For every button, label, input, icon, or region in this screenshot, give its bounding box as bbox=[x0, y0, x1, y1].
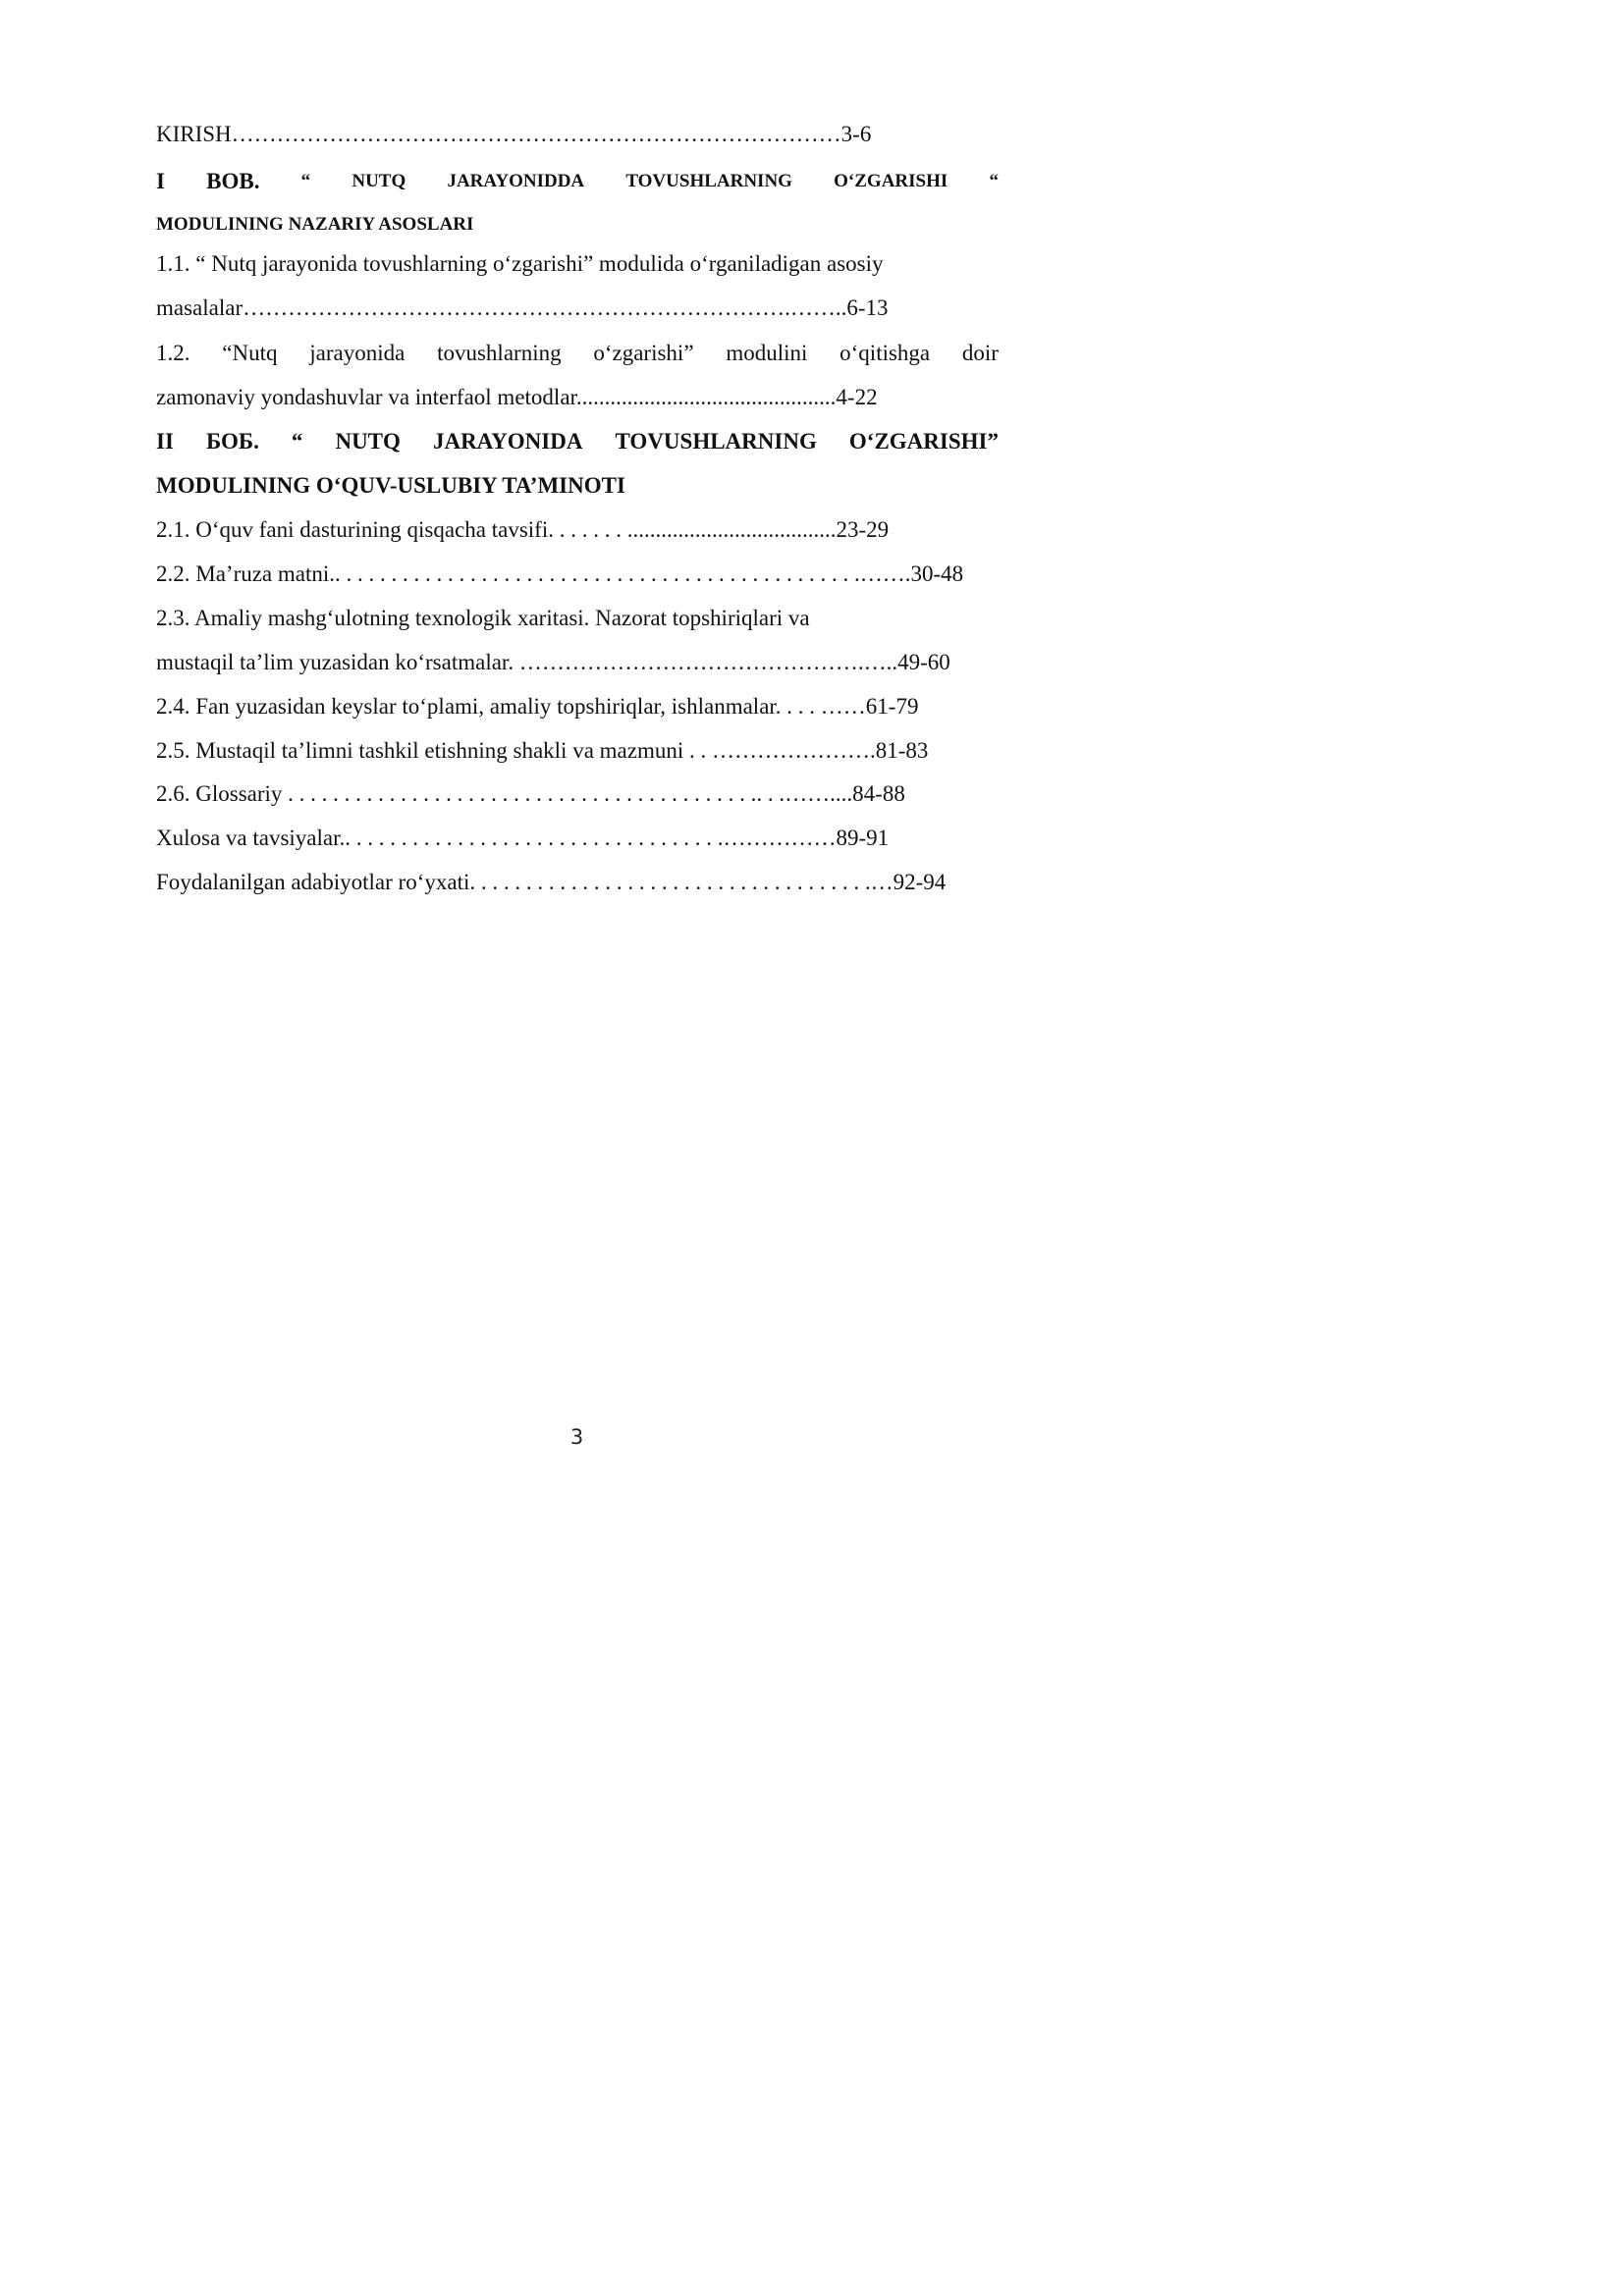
heading-word: “ bbox=[300, 171, 311, 191]
entry-word: jarayonida bbox=[309, 341, 406, 365]
heading-word: TOVUSHLARNING bbox=[615, 429, 817, 454]
heading-word: O‘ZGARISHI bbox=[834, 171, 948, 191]
toc-entry-1-2-line-2: zamonaviy yondashuvlar va interfaol metodlar..............................................4-22 bbox=[156, 385, 878, 409]
toc-entry-2-3-line-2: mustaqil ta’lim yuzasidan ko‘rsatmalar. ……………………………………….…..49-60 bbox=[156, 650, 950, 674]
chapter-1-heading-line-2: MODULINING NAZARIY ASOSLARI bbox=[156, 214, 474, 235]
entry-word: 1.2. bbox=[156, 341, 190, 365]
heading-word: O‘ZGARISHI” bbox=[848, 429, 999, 454]
entry-word: o‘zgarishi” bbox=[593, 341, 694, 365]
heading-word: “ bbox=[291, 429, 303, 454]
chapter-1-heading-line-1 bbox=[156, 166, 999, 197]
page-number: 3 bbox=[569, 1425, 584, 1449]
toc-entry-2-2: 2.2. Ma’ruza matni.. . . . . . . . . . . . . . . . . . . . . . . . . . . . . . . . . . . . . . . . . . . . . . .…….30-48 bbox=[156, 561, 964, 586]
toc-entry-2-5: 2.5. Mustaqil ta’limni tashkil etishning shakli va mazmuni . . ………………….81-83 bbox=[156, 738, 929, 763]
entry-word: “Nutq bbox=[222, 341, 278, 365]
toc-entry-kirish: KIRISH………………………………………………………………………3-6 bbox=[156, 122, 872, 146]
heading-word: JARAYONIDDA bbox=[447, 171, 585, 191]
heading-word: I bbox=[156, 169, 165, 193]
toc-entry-adabiyotlar: Foydalanilgan adabiyotlar ro‘yxati. . . . . . . . . . . . . . . . . . . . . . . . . . . . . . . . . . . .…92-94 bbox=[156, 870, 947, 894]
heading-word: NUTQ bbox=[335, 429, 401, 454]
toc-entry-2-1: 2.1. O‘quv fani dasturining qisqacha tavsifi. . . . . . . .....................................23-29 bbox=[156, 517, 890, 542]
heading-word: “ bbox=[989, 171, 999, 191]
toc-entry-1-1-line-1: 1.1. “ Nutq jarayonida tovushlarning o‘zgarishi” modulida o‘rganiladigan asosiy bbox=[156, 251, 884, 276]
toc-entry-2-3-line-1: 2.3. Amaliy mashg‘ulotning texnologik xaritasi. Nazorat topshiriqlari va bbox=[156, 606, 810, 630]
toc-entry-xulosa: Xulosa va tavsiyalar.. . . . . . . . . . . . . . . . . . . . . . . . . . . . . . . . . .……………89-91 bbox=[156, 826, 890, 850]
heading-word: JARAYONIDA bbox=[432, 429, 583, 454]
chapter-2-heading-line-1 bbox=[156, 426, 999, 457]
document-page bbox=[0, 0, 1082, 1530]
heading-word: TOVUSHLARNING bbox=[625, 171, 792, 191]
heading-word: NUTQ bbox=[352, 171, 406, 191]
entry-word: doir bbox=[961, 341, 999, 365]
entry-word: modulini bbox=[726, 341, 808, 365]
heading-word: II bbox=[156, 429, 174, 454]
toc-entry-1-1-line-2: masalalar……………………………………………………………….……..6-13 bbox=[156, 295, 889, 320]
entry-word: o‘qitishga bbox=[839, 341, 931, 365]
entry-word: tovushlarning bbox=[437, 341, 562, 365]
toc-entry-2-6: 2.6. Glossariy . . . . . . . . . . . . . . . . . . . . . . . . . . . . . . . . . . . . . . . . . .. . .……....84-88 bbox=[156, 781, 905, 806]
chapter-2-heading-line-2: MODULINING O‘QUV-USLUBIY TA’MINOTI bbox=[156, 473, 625, 498]
heading-word: БОБ. bbox=[205, 429, 259, 454]
toc-entry-2-4: 2.4. Fan yuzasidan keyslar to‘plami, amaliy topshiriqlar, ishlanmalar. . . . ……61-79 bbox=[156, 694, 919, 719]
heading-word: BOB. bbox=[206, 169, 260, 193]
toc-entry-1-2-line-1 bbox=[156, 338, 999, 369]
